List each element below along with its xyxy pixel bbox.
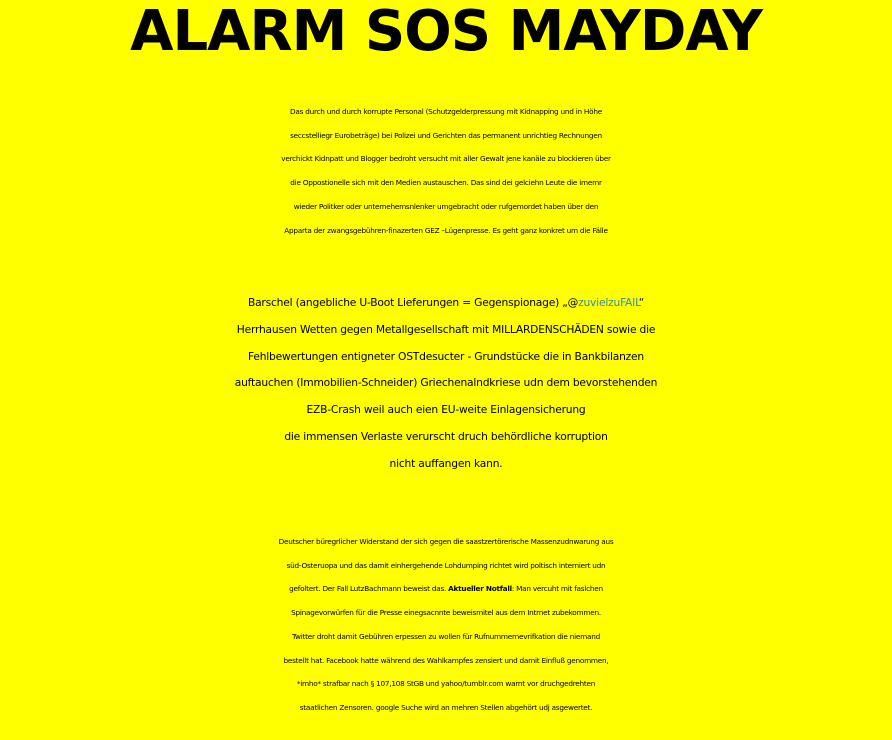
emergency-label: Aktueller Notfall <box>448 584 512 594</box>
page-title: ALARM SOS MAYDAY <box>130 0 762 64</box>
text-line: verchickt Kidnpatt und Blogger bedroht versucht mit aller Gewalt jene kanäle zu blockieren über <box>281 154 611 164</box>
text-line: Apparta der zwangsgebühren-finazerten GEZ –Lügenpresse. Es geht ganz konkret um die Fälle <box>284 225 608 235</box>
text-line: nicht auffangen kann. <box>389 456 503 470</box>
text-line <box>0 577 892 601</box>
text-line: seccstelliegr Eurobeträge) bei Polizei und Gerichten das permanent unrichtieg Rechnungen <box>290 130 602 140</box>
text-line <box>0 290 892 317</box>
text-line: staatlichen Zensoren. google Suche wird an mehren Stellen abgehört udj asgewertet. <box>299 702 593 712</box>
text-segment: gefoltert. Der Fall LutzBachmann beweist das. <box>289 584 449 594</box>
text-line: die immensen Verlaste verurscht druch behördliche korruption <box>284 429 608 443</box>
text-line: Deutscher büregrlicher Widerstand der sich gegen die saastzertörerische Massenzudnwarung aus <box>278 537 614 546</box>
twitter-handle-link[interactable]: zuvielzuFAIL <box>578 296 639 309</box>
text-segment: “ <box>638 296 645 309</box>
text-line: *imho* strafbar nach § 107,108 StGB und yahoo/tumblr.com warnt vor druchgedrehten <box>296 679 596 689</box>
text-line: wieder Politker oder unternehemsnlenker umgebracht oder rufgemordet haben über den <box>293 201 599 211</box>
text-line: die Oppostionelle sich mit den Medien austauschen. Das sind dei gelciehn Leute die imemr <box>290 178 602 188</box>
paragraph-cases <box>0 290 892 478</box>
paragraph-intro <box>0 100 892 242</box>
text-line: süd-Osteruopa und das damit einhergehende Lohdumping richtet wird poltisch interniert udn <box>286 560 606 570</box>
text-segment: : Man vercuht mit faslchen <box>511 584 603 594</box>
text-line: Spinagevorwürfen für die Presse einegsacnnte beweismitel aus dem Intrnet zubekommen. <box>291 608 601 618</box>
text-line: auftauchen (Immobilien-Schneider) Griechenalndkriese udn dem bevorstehenden <box>234 376 658 390</box>
text-line: EZB-Crash weil auch eien EU-weite Einlagensicherung <box>306 403 586 417</box>
text-segment: Barschel (angebliche U-Boot Lieferungen = Gegenspionage) „@ <box>247 296 579 309</box>
text-line: Twitter droht damit Gebühren erpessen zu wollen für Rufnummernevrifkation die niemand <box>292 631 600 641</box>
text-line: Fehlbewertungen entigneter OSTdesucter - Grundstücke die in Bankbilanzen <box>247 349 645 363</box>
text-line: Herrhausen Wetten gegen Metallgesellschaft mit MILLARDENSCHÄDEN sowie die <box>236 322 656 336</box>
text-line: bestellt hat. Facebook hatte während des Wahlkampfes zensiert und damit Einfluß genommen, <box>283 655 609 665</box>
text-line: Das durch und durch korrupte Personal (Schutzgelderpressung mit Kidnapping und in Höhe <box>289 107 602 116</box>
paragraph-resistance <box>0 530 892 720</box>
